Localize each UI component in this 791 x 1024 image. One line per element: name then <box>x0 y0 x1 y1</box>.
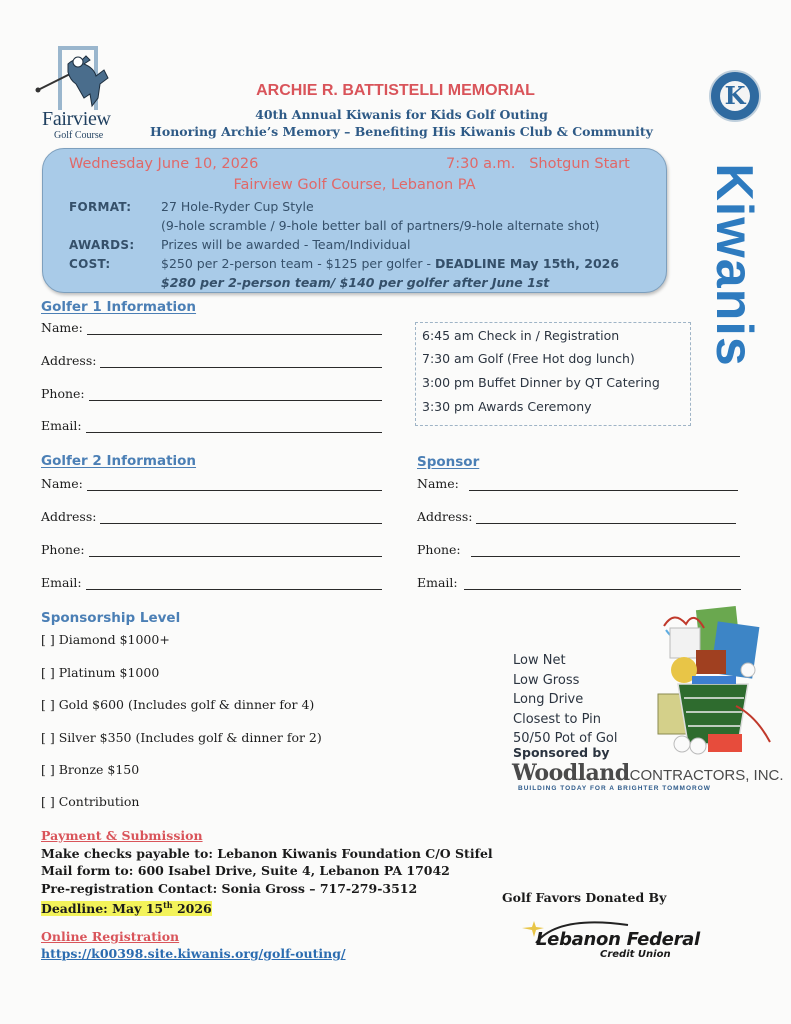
kiwanis-k-letter: K <box>720 81 750 111</box>
golfer1-name-field[interactable] <box>41 320 382 335</box>
golfer2-phone-input[interactable] <box>89 544 382 557</box>
awards-label: AWARDS: <box>69 238 135 252</box>
deadline-year: 2026 <box>172 901 212 917</box>
field-label: Phone: <box>41 386 85 401</box>
golfer2-email-input[interactable] <box>86 577 382 590</box>
golfer2-heading: Golfer 2 Information <box>41 453 197 469</box>
cost-label: COST: <box>69 257 111 271</box>
woodland-logo <box>512 760 784 786</box>
golfer2-address-field[interactable] <box>41 509 382 524</box>
event-date: Wednesday June 10, 2026 <box>69 156 259 172</box>
event-details-box <box>42 148 667 293</box>
favors-label: Golf Favors Donated By <box>502 890 667 905</box>
sponsorship-option-platinum[interactable]: [ ] Platinum $1000 <box>41 665 160 680</box>
field-label: Phone: <box>417 542 461 557</box>
sponsor-email-input[interactable] <box>464 577 741 590</box>
golfer1-name-input[interactable] <box>87 322 382 335</box>
sponsorship-option-diamond[interactable]: [ ] Diamond $1000+ <box>41 632 170 647</box>
event-title <box>0 82 791 100</box>
field-label: Address: <box>41 509 97 524</box>
payment-line-checks: Make checks payable to: Lebanon Kiwanis Foundation C/O Stifel <box>41 845 493 861</box>
logo-subtitle: Golf Course <box>54 130 104 141</box>
golfer1-email-input[interactable] <box>86 420 382 433</box>
event-subtitle-2: Honoring Archie’s Memory – Benefiting His Kiwanis Club & Community <box>150 124 653 139</box>
lfcu-name: Lebanon Federal <box>536 929 700 950</box>
field-label: Address: <box>41 353 97 368</box>
event-location: Fairview Golf Course, Lebanon PA <box>233 177 476 193</box>
deadline-sup: th <box>163 900 173 910</box>
registration-link[interactable]: https://k00398.site.kiwanis.org/golf-outing/ <box>41 946 346 961</box>
payment-heading: Payment & Submission <box>41 828 203 843</box>
field-label: Name: <box>41 320 83 335</box>
field-label: Email: <box>417 575 458 590</box>
schedule-box <box>415 322 691 426</box>
cost-deadline: DEADLINE May 15th, 2026 <box>434 256 620 271</box>
sponsorship-heading: Sponsorship Level <box>41 610 181 626</box>
event-subtitle-1: 40th Annual Kiwanis for Kids Golf Outing <box>255 107 548 122</box>
sponsorship-option-bronze[interactable]: [ ] Bronze $150 <box>41 762 140 777</box>
prize-item: Low Gross <box>513 672 580 688</box>
format-line-2: (9-hole scramble / 9-hole better ball of partners/9-hole alternate shot) <box>161 218 600 233</box>
sponsor-address-field[interactable] <box>417 509 736 524</box>
golfer2-phone-field[interactable] <box>41 542 382 557</box>
schedule-item: 7:30 am Golf (Free Hot dog lunch) <box>422 351 635 366</box>
payment-section <box>41 827 493 918</box>
golfer-icon <box>34 50 134 110</box>
lebanon-federal-logo <box>518 915 748 965</box>
golfer1-address-input[interactable] <box>100 355 382 368</box>
golfer2-name-input[interactable] <box>87 478 382 491</box>
sponsorship-option-gold[interactable]: [ ] Gold $600 (Includes golf & dinner for 4) <box>41 697 315 712</box>
format-label: FORMAT: <box>69 200 132 214</box>
golfer2-email-field[interactable] <box>41 575 382 590</box>
field-label: Email: <box>41 575 82 590</box>
golfer1-heading: Golfer 1 Information <box>41 299 197 315</box>
golfer2-address-input[interactable] <box>100 511 382 524</box>
kiwanis-wordmark <box>705 140 763 390</box>
cost-late: $280 per 2-person team/ $140 per golfer after June 1st <box>161 275 550 290</box>
sponsor-heading: Sponsor <box>417 454 480 470</box>
schedule-item: 3:30 pm Awards Ceremony <box>422 399 592 414</box>
prize-item: Low Net <box>513 653 566 668</box>
sponsor-phone-input[interactable] <box>471 544 740 557</box>
gift-basket-image <box>636 606 776 766</box>
woodland-suffix: CONTRACTORS, INC. <box>629 767 784 784</box>
sponsored-by-label: Sponsored by <box>513 745 610 760</box>
sponsor-email-field[interactable] <box>417 575 741 590</box>
kiwanis-badge-icon <box>709 70 761 122</box>
cost-value <box>161 256 619 271</box>
woodland-tagline: BUILDING TODAY FOR A BRIGHTER TOMMOROW <box>518 785 711 792</box>
format-line-1: 27 Hole-Ryder Cup Style <box>161 199 314 214</box>
event-title-text: ARCHIE R. BATTISTELLI MEMORIAL <box>256 82 535 99</box>
prize-item: Closest to Pin <box>513 711 602 727</box>
event-time: 7:30 a.m. Shotgun Start <box>446 156 630 172</box>
schedule-item: 3:00 pm Buffet Dinner by QT Catering <box>422 375 660 390</box>
sponsor-name-input[interactable] <box>469 478 738 491</box>
sponsorship-option-contribution[interactable]: [ ] Contribution <box>41 794 140 809</box>
payment-deadline <box>41 897 493 918</box>
field-label: Name: <box>41 476 83 491</box>
prize-item: 50/50 Pot of Gol <box>513 731 618 746</box>
online-heading: Online Registration <box>41 929 180 944</box>
field-label: Address: <box>417 509 473 524</box>
lfcu-sub: Credit Union <box>600 949 671 960</box>
payment-line-mail: Mail form to: 600 Isabel Drive, Suite 4, Lebanon PA 17042 <box>41 863 450 878</box>
awards-value: Prizes will be awarded - Team/Individual <box>161 237 411 252</box>
online-registration <box>41 928 346 962</box>
sponsor-phone-field[interactable] <box>417 542 740 557</box>
sponsor-name-field[interactable] <box>417 476 738 491</box>
field-label: Email: <box>41 418 82 433</box>
logo-name: Fairview <box>42 108 111 130</box>
cost-text: $250 per 2-person team - $125 per golfer - <box>161 256 435 271</box>
payment-line-contact: Pre-registration Contact: Sonia Gross – 717-279-3512 <box>41 880 418 896</box>
golfer1-email-field[interactable] <box>41 418 382 433</box>
deadline-text: Deadline: May 15 <box>41 901 164 917</box>
golfer2-name-field[interactable] <box>41 476 382 491</box>
golfer1-address-field[interactable] <box>41 353 382 368</box>
schedule-item: 6:45 am Check in / Registration <box>422 328 620 343</box>
field-label: Name: <box>417 476 459 491</box>
prize-list <box>513 651 617 749</box>
deadline-highlight <box>41 901 212 916</box>
sponsorship-option-silver[interactable]: [ ] Silver $350 (Includes golf & dinner for 2) <box>41 730 322 745</box>
kiwanis-wordmark-text: Kiwanis <box>705 163 763 367</box>
golfer1-phone-field[interactable] <box>41 386 382 401</box>
prize-item: Long Drive <box>513 692 584 707</box>
sponsor-address-input[interactable] <box>476 511 736 524</box>
golfer1-phone-input[interactable] <box>89 388 382 401</box>
field-label: Phone: <box>41 542 85 557</box>
woodland-name: Woodland <box>512 760 630 786</box>
